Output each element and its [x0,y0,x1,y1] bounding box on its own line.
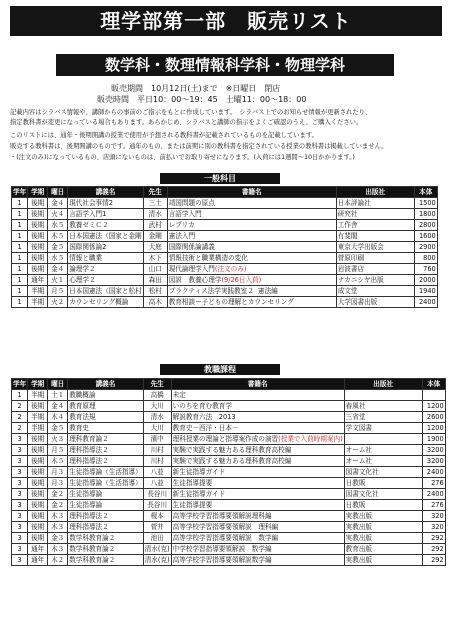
cell-teacher: 大川 [143,401,171,412]
cell-publisher: 日教販 [344,478,422,489]
cell-year: 3 [12,522,28,533]
cell-course: 論理学２ [68,264,144,275]
column-header-year: 学年 [13,380,27,388]
cell-year: 3 [12,511,28,522]
cell-price: 2400 [414,297,437,308]
cell-teacher: 金剛 [143,231,167,242]
column-header-publisher: 出版社 [344,379,422,390]
cell-course: 生徒指導論（生活指導） [69,479,142,487]
cell-publisher [344,390,422,401]
note-line: 販売する教科書は、後期開講のものです。通年のもの、または前期に別の教科書を指定されている授業の教科書は掲載していません。 [10,143,388,150]
cell-day: 金３ [48,533,68,544]
book-volume: 憲法編 [257,287,278,295]
cell-term: 半期 [28,412,48,423]
cell-price: 292 [422,544,445,555]
cell-teacher: 武村 [143,220,167,231]
cell-year: 3 [12,500,28,511]
cell-day: 金２ [48,489,68,500]
cell-price: 320 [422,522,445,533]
cell-term: 後期 [28,467,48,478]
cell-year: 3 [12,489,28,500]
cell-day: 月５ [48,445,68,456]
table-row [12,390,446,401]
cell-publisher: 大学図書出版 [336,297,414,308]
column-header-teacher: 先生 [143,187,167,198]
cell-course: 生徒指導論 [68,500,144,511]
cell-term: 半期 [28,297,48,308]
cell-course: 現代社会事情2 [68,198,144,209]
cell-book [167,209,336,220]
cell-day: 木３ [48,522,68,533]
cell-year: 1 [12,275,28,286]
cell-book [171,390,344,401]
cell-year: 3 [12,467,28,478]
table-row [12,456,446,467]
book-title: 教育相談ー子どもの理解とカウンセリング [168,298,294,306]
book-title: 生徒指導提要 [172,501,213,509]
cell-day: 月３ [48,478,68,489]
cell-price: 1500 [414,198,437,209]
cell-price: 1800 [414,209,437,220]
cell-term: 後期 [28,242,48,253]
cell-course: 教育原理 [68,401,144,412]
cell-course: 情報と職業 [68,253,144,264]
book-title: いのちを育む教育学 [172,402,232,410]
book-status-note: (9/26日入荷) [221,276,262,284]
cell-publisher: 東京大学出版会 [336,242,414,253]
cell-course: 日本国憲法（国家と金剛 [69,232,142,240]
cell-term: 半期 [28,390,48,401]
cell-day: 木５ [48,231,68,242]
cell-publisher: 三省堂 [344,412,422,423]
cell-year: 1 [12,231,28,242]
cell-course: 教育法規 [68,412,144,423]
book-title: 国際関係論講義 [168,243,215,251]
cell-book [171,533,344,544]
cell-term: 後期 [28,253,48,264]
cell-teacher: 山口 [143,264,167,275]
cell-publisher: 教育出版 [344,544,422,555]
table-row [12,220,438,231]
cell-book [171,500,344,511]
cell-teacher: 高木 [143,297,167,308]
cell-teacher: 清水(克) [144,545,170,553]
cell-year: 3 [12,434,28,445]
cell-day: 金５ [48,423,68,434]
cell-teacher: 清水 [143,209,167,220]
cell-publisher: 春風社 [344,401,422,412]
cell-course: 教育史 [68,423,144,434]
cell-price: 1600 [414,231,437,242]
cell-year: 1 [12,198,28,209]
cell-term: 通年 [28,555,48,566]
book-title: 言語学入門 [168,210,202,218]
column-header-term: 学期 [28,379,48,390]
table-row [12,198,438,209]
teaching-course-table [11,378,446,566]
cell-course: 国際関係論2 [68,242,144,253]
cell-book [167,275,336,286]
cell-price: 276 [422,478,445,489]
column-header-day: 曜日 [48,187,68,198]
book-title: 憲法入門 [168,232,196,240]
book-title: 高等学校学習指導要領解説理科編 [172,512,272,520]
table-row [12,544,446,555]
cell-teacher: 八並 [143,478,171,489]
cell-day: 火４ [48,209,68,220]
table-row [12,209,438,220]
cell-teacher: 濱中 [143,434,171,445]
cell-day: 金４ [48,264,68,275]
cell-book [167,198,336,209]
cell-price: 1200 [422,423,445,434]
sale-period: 販売期間 10月12日(土)まで ※日曜日 閉店 [111,84,281,93]
book-title: 実験で実践する魅力ある理科教育高校編 [172,446,292,454]
cell-term: 半期 [28,423,48,434]
cell-course: 理科指導法２ [68,445,144,456]
cell-year: 2 [12,423,28,434]
cell-publisher: 岩波書店 [336,264,414,275]
cell-publisher: 菅原印刷 [336,253,414,264]
column-header-price: 本体 [414,187,437,198]
cell-day: 木３ [48,511,68,522]
cell-price: 292 [422,555,445,566]
cell-course: 数学科教育論２ [68,533,144,544]
table-header-row [12,187,438,198]
cell-day: 土１ [48,390,68,401]
cell-course: 理科教育論２ [68,434,144,445]
cell-teacher: 八並 [143,467,171,478]
cell-publisher: 工作舎 [336,220,414,231]
cell-year: 1 [12,297,28,308]
cell-term: 後期 [28,198,48,209]
cell-price: 2000 [414,275,437,286]
cell-teacher: 榎本 [143,511,171,522]
cell-term: 通年 [28,275,48,286]
cell-publisher: 実教出版 [344,533,422,544]
cell-course: 生徒指導論（生活指導） [69,468,142,476]
cell-day: 火１ [48,275,68,286]
table-row [12,412,446,423]
cell-publisher: 実教出版 [344,511,422,522]
cell-course: 数学科教育論２ [68,555,144,566]
section-heading-general: 一般科目 [160,173,280,184]
cell-year: 3 [12,544,28,555]
table-row [12,401,446,412]
cell-course: 教養ゼミＣ２ [68,220,144,231]
cell-day: 月３ [48,467,68,478]
book-status-note: (注文のみ) [214,265,247,273]
cell-teacher: 木下 [143,253,167,264]
table-row [12,275,438,286]
table-row [12,242,438,253]
cell-publisher: 実教出版 [344,555,422,566]
cell-publisher: 日教販 [344,500,422,511]
cell-teacher: 菅井 [143,522,171,533]
cell-year: 2 [12,401,28,412]
cell-course: 理科指導法２ [68,511,144,522]
cell-year: 3 [12,456,28,467]
book-title: 教育史－西洋・日本－ [172,424,239,432]
cell-day: 木４ [48,412,68,423]
cell-price: 292 [422,533,445,544]
cell-teacher: 川村 [143,445,171,456]
cell-term: 後期 [28,401,48,412]
cell-day: 火２ [48,297,68,308]
table-row [12,511,446,522]
cell-book [171,522,344,533]
cell-teacher: 清水(克) [144,556,170,564]
cell-price: 3200 [422,445,445,456]
cell-teacher: 三土 [143,198,167,209]
column-header-book: 書籍名 [171,379,344,390]
cell-teacher: 清水 [143,412,171,423]
book-title: 新生徒指導ガイド [172,490,226,498]
table-row [12,434,446,445]
cell-day: 木２ [48,555,68,566]
cell-price: 2400 [422,489,445,500]
cell-year: 1 [12,209,28,220]
cell-term: 後期 [28,220,48,231]
general-course-table [11,186,438,308]
cell-book [167,297,336,308]
cell-term: 後期 [28,478,48,489]
table-row [12,489,446,500]
note-line: 指定教科書が変更になっている場合もあります。あらかじめ、シラバスと講師の指示をよくご確認のうえ、ご購入ください。 [10,119,363,126]
cell-publisher: 研究社 [336,209,414,220]
column-header-book: 書籍名 [167,187,336,198]
column-header-teacher: 先生 [143,379,171,390]
cell-course: カウンセリング概論 [68,297,144,308]
cell-price: 2600 [422,412,445,423]
cell-price: 1900 [422,434,445,445]
cell-book [167,253,336,264]
book-title: 中学校学習指導要領解説 数学編 [172,545,272,553]
cell-teacher: 松村 [143,286,167,297]
cell-teacher: 大庭 [143,242,167,253]
book-title: レプリカ [168,221,195,229]
cell-term: 後期 [28,264,48,275]
cell-publisher: 図書文化社 [344,467,422,478]
book-title: 未定 [172,391,186,399]
cell-book [171,456,344,467]
cell-book [171,555,344,566]
note-line: ・(注文のみ)になっているもの、店頭にないものは、前払いでお取り寄せになります。(入荷には1週間～10日かかります。) [10,154,355,161]
book-title: 新生徒指導ガイド [172,468,226,476]
cell-day: 水５ [48,253,68,264]
column-header-day: 曜日 [48,379,68,390]
cell-term: 後期 [28,231,48,242]
book-title: 高等学校学習指導要領解説 理科編 [172,523,279,531]
table-row [12,467,446,478]
cell-price: 2900 [414,242,437,253]
cell-book [171,434,344,445]
cell-course: 数学科教育論２ [68,544,144,555]
table-row [12,445,446,456]
cell-year: 1 [12,220,28,231]
cell-publisher: 日本評論社 [336,198,414,209]
book-status-note: (授業で入荷時期案内) [278,435,343,443]
cell-course: 日本国憲法（国家と松村 [69,287,142,295]
cell-price: 760 [414,264,437,275]
cell-term: 後期 [28,533,48,544]
cell-term: 後期 [28,500,48,511]
cell-book [167,242,336,253]
page-title: 理学部第一部 販売リスト [10,6,442,36]
cell-term: 後期 [28,445,48,456]
cell-teacher: 高橋 [143,390,171,401]
cell-publisher: オーム社 [344,445,422,456]
cell-year: 2 [12,412,28,423]
book-title: 現代論理学入門 [168,265,215,273]
department-subtitle: 数学科・数理情報科学科・物理学科 [56,54,394,76]
column-header-price: 本体 [422,379,445,390]
section-heading-teaching: 教職課程 [160,364,280,375]
cell-book [171,489,344,500]
cell-publisher: 有斐閣 [336,231,414,242]
table-row [12,264,438,275]
cell-book [171,478,344,489]
table-row [12,522,446,533]
cell-year: 1 [12,242,28,253]
cell-term: 後期 [28,522,48,533]
cell-publisher: オーム社 [344,456,422,467]
cell-term: 後期 [28,456,48,467]
cell-teacher: 長谷川 [143,500,171,511]
cell-day: 火３ [48,434,68,445]
cell-price: 1200 [422,401,445,412]
cell-price: 2800 [414,220,437,231]
cell-publisher: ナカニシヤ出版 [336,275,414,286]
cell-day: 月５ [48,286,68,297]
cell-year: 3 [12,533,28,544]
cell-day: 木３ [48,544,68,555]
cell-teacher: 川村 [143,456,171,467]
book-title: 実験で実践する魅力ある理科教育高校編 [172,457,292,465]
cell-term: 通年 [28,544,48,555]
cell-price [422,390,445,401]
cell-price: 800 [414,253,437,264]
cell-year: 1 [12,286,28,297]
cell-year: 1 [12,253,28,264]
book-title: 図説 教養心理学 [168,276,222,284]
cell-book [171,445,344,456]
cell-teacher: 長谷川 [143,489,171,500]
cell-course: 教職概論 [68,390,144,401]
cell-day: 金２ [48,500,68,511]
table-row [12,423,446,434]
cell-publisher: 学文図書 [344,423,422,434]
cell-book [171,467,344,478]
book-title: 生徒指導提要 [172,479,213,487]
table-row [12,533,446,544]
cell-course: 心理学２ [68,275,144,286]
cell-publisher [344,434,422,445]
table-header-row [12,379,446,390]
cell-day: 水５ [48,220,68,231]
cell-term: 半期 [28,286,48,297]
cell-book [171,544,344,555]
cell-course: 言語学入門1 [68,209,144,220]
cell-term: 後期 [28,511,48,522]
cell-price: 3200 [422,456,445,467]
cell-day: 金４ [48,198,68,209]
cell-book [171,511,344,522]
cell-year: 3 [12,445,28,456]
cell-teacher: 池田 [143,533,171,544]
cell-book [167,264,336,275]
book-title: 情報技術と職業構造の変化 [168,254,248,262]
cell-course: 理科指導法２ [68,456,144,467]
note-line: 記載内容はシラバス情報や、講師からの事前のご指示をもとに作成しています。 シラバス上でのお知らせ情報が更新されたり、 [10,109,372,116]
cell-price: 320 [422,511,445,522]
cell-teacher: 森田 [143,275,167,286]
book-title: 解説教育六法 2013 [172,413,236,421]
table-row [12,555,446,566]
book-title: 高等学校学習指導要領解説数学編 [172,556,272,564]
cell-book [167,286,336,297]
sale-hours: 販売時間 平日10：00～19：45 土曜11：00～18：00 [97,95,307,104]
cell-publisher: 図書文化社 [344,489,422,500]
column-header-year: 学年 [13,188,27,196]
cell-book [167,220,336,231]
column-header-term: 学期 [28,187,48,198]
table-row [12,231,438,242]
cell-day: 木５ [48,456,68,467]
table-row [12,297,438,308]
cell-year: 1 [12,264,28,275]
cell-day: 金５ [48,242,68,253]
note-line: このリストには、通年・後期開講の授業で使用が予想される教科書が記載されているものを記載しています。 [10,132,318,139]
cell-publisher: 成文堂 [336,286,414,297]
cell-year: 1 [12,390,28,401]
cell-course: 理科指導法２ [68,522,144,533]
cell-year: 3 [12,555,28,566]
cell-price: 2400 [422,467,445,478]
book-title: プラクティス法学実践教室２ [168,287,254,295]
cell-teacher: 大川 [143,423,171,434]
book-title: 高等学校学習指導要領解説 数学編 [172,534,279,542]
cell-book [171,412,344,423]
table-row [12,500,446,511]
table-row [12,253,438,264]
cell-day: 金４ [48,401,68,412]
cell-price: 276 [422,500,445,511]
cell-term: 後期 [28,434,48,445]
cell-term: 後期 [28,489,48,500]
book-title: 靖国問題の原点 [168,199,215,207]
cell-course: 生徒指導論 [68,489,144,500]
cell-year: 3 [12,478,28,489]
table-row [12,286,438,297]
table-row [12,478,446,489]
column-header-course: 講義名 [68,379,144,390]
cell-book [167,231,336,242]
cell-book [171,423,344,434]
column-header-publisher: 出版社 [336,187,414,198]
column-header-course: 講義名 [68,187,144,198]
cell-book [171,401,344,412]
cell-term: 後期 [28,209,48,220]
book-title: 理科授業の理論と指導案作成の演習 [172,435,279,443]
cell-price: 1940 [414,286,437,297]
cell-publisher: 実教出版 [344,522,422,533]
